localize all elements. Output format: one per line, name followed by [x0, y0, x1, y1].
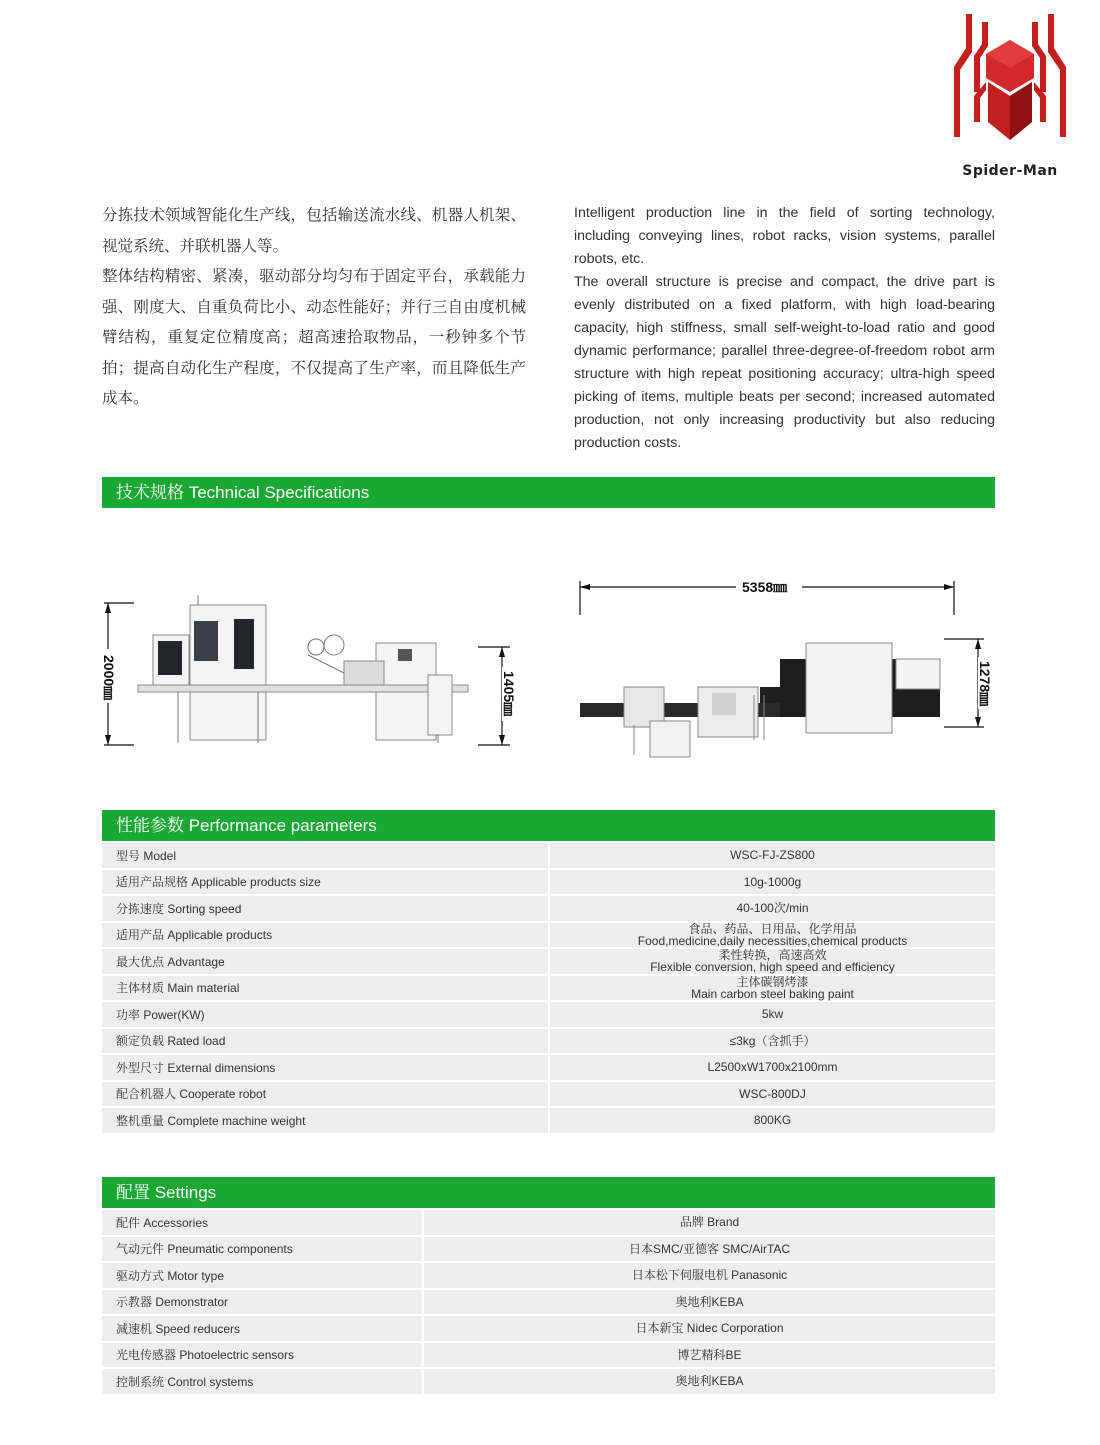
- setting-label: 示教器 Demonstrator: [102, 1290, 422, 1315]
- table-row: [102, 1082, 995, 1107]
- intro-cn-paragraph-1: 分拣技术领域智能化生产线，包括输送流水线、机器人机架、视觉系统、并联机器人等。: [102, 206, 526, 255]
- section-bar-technical-specifications: 技术规格 Technical Specifications: [102, 477, 995, 508]
- param-value-cn: 柔性转换，高速高效: [718, 948, 827, 963]
- param-label: 适用产品规格 Applicable products size: [102, 870, 548, 895]
- table-row: [102, 1029, 995, 1054]
- intro-en-paragraph-1: Intelligent production line in the field of sorting technology, including conveying lines, robot racks, vision systems, parallel robots, etc.: [574, 205, 995, 267]
- dim-front-conveyor: 1405㎜: [501, 671, 517, 717]
- performance-table: [102, 841, 995, 1135]
- table-row: [102, 1108, 995, 1133]
- setting-value: 日本新宝 Nidec Corporation: [422, 1316, 995, 1341]
- param-label: 功率 Power(KW): [102, 1002, 548, 1027]
- section-bar-settings: 配置 Settings: [102, 1177, 995, 1208]
- setting-value: 奥地利KEBA: [422, 1290, 995, 1315]
- table-row: [102, 1237, 995, 1262]
- top-view-drawing: [574, 575, 999, 765]
- table-row: [102, 843, 995, 868]
- setting-label: 光电传感器 Photoelectric sensors: [102, 1343, 422, 1368]
- param-label: 主体材质 Main material: [102, 976, 548, 1001]
- param-value-en: Main carbon steel baking paint: [691, 986, 854, 1001]
- param-value-en: Food,medicine,daily necessities,chemical products: [637, 933, 908, 948]
- param-label: 适用产品 Applicable products: [102, 923, 548, 948]
- table-row: [102, 1002, 995, 1027]
- dim-top-width: 1278㎜: [977, 661, 993, 707]
- dim-front-height: 2000㎜: [101, 655, 117, 701]
- table-row: [102, 1263, 995, 1288]
- table-row: [102, 1290, 995, 1315]
- param-label: 型号 Model: [102, 843, 548, 868]
- param-value: [548, 949, 995, 974]
- param-value: 800KG: [548, 1108, 995, 1133]
- param-value: L2500xW1700x2100mm: [548, 1055, 995, 1080]
- param-value: 40-100次/min: [548, 896, 995, 921]
- intro-en-paragraph-2: The overall structure is precise and compact, the drive part is evenly distributed on a fixed platform, with high load-bearing capacity, high stiffness, small self-weight-to-load ratio and good dynamic performance; parallel three-degree-of-freedom robot arm structure with high repeat positioning accuracy; ultra-high speed picking of items, multiple beats per second; increased automated production, not only increasing productivity but also reducing production costs.: [574, 274, 995, 451]
- table-row: [102, 1055, 995, 1080]
- setting-value: 日本松下伺服电机 Panasonic: [422, 1263, 995, 1288]
- param-value: [548, 976, 995, 1001]
- settings-table: [102, 1208, 995, 1396]
- intro-chinese: [102, 200, 526, 414]
- front-view-drawing: [98, 585, 528, 755]
- param-value: 10g-1000g: [548, 870, 995, 895]
- setting-value: 日本SMC/亚德客 SMC/AirTAC: [422, 1237, 995, 1262]
- table-row: [102, 949, 995, 974]
- setting-label: 配件 Accessories: [102, 1210, 422, 1235]
- param-label: 分拣速度 Sorting speed: [102, 896, 548, 921]
- table-row: [102, 870, 995, 895]
- setting-label: 驱动方式 Motor type: [102, 1263, 422, 1288]
- table-row: [102, 1316, 995, 1341]
- intro-english: [574, 202, 995, 455]
- param-value: 5kw: [548, 1002, 995, 1027]
- param-value: [548, 923, 995, 948]
- param-label: 整机重量 Complete machine weight: [102, 1108, 548, 1133]
- setting-value: 博艺精科BE: [422, 1343, 995, 1368]
- setting-label: 控制系统 Control systems: [102, 1369, 422, 1394]
- brand-name: Spider-Man: [962, 163, 1058, 179]
- setting-value: 奥地利KEBA: [422, 1369, 995, 1394]
- param-value: WSC-800DJ: [548, 1082, 995, 1107]
- param-value: WSC-FJ-ZS800: [548, 843, 995, 868]
- table-row: [102, 1210, 995, 1235]
- param-value-cn: 食品、药品、日用品、化学用品: [688, 921, 857, 936]
- param-label: 额定负载 Rated load: [102, 1029, 548, 1054]
- param-label: 外型尺寸 External dimensions: [102, 1055, 548, 1080]
- table-row: [102, 1369, 995, 1394]
- param-label: 最大优点 Advantage: [102, 949, 548, 974]
- dim-top-length: 5358㎜: [742, 579, 788, 595]
- param-label: 配合机器人 Cooperate robot: [102, 1082, 548, 1107]
- intro-cn-paragraph-2: 整体结构精密、紧凑，驱动部分均匀布于固定平台，承载能力强、刚度大、自重负荷比小、动态性能好；并行三自由度机械臂结构，重复定位精度高；超高速拾取物品，一秒钟多个节拍；提高自动化生产程度，不仅提高了生产率，而且降低生产成本。: [102, 267, 526, 407]
- param-value-en: Flexible conversion, high speed and efficiency: [650, 960, 895, 975]
- param-value: ≤3kg（含抓手）: [548, 1029, 995, 1054]
- param-value-cn: 主体碳钢烤漆: [736, 974, 809, 989]
- table-row: [102, 923, 995, 948]
- table-row: [102, 976, 995, 1001]
- section-bar-performance-parameters: 性能参数 Performance parameters: [102, 810, 995, 841]
- setting-label: 气动元件 Pneumatic components: [102, 1237, 422, 1262]
- table-row: [102, 1343, 995, 1368]
- table-row: [102, 896, 995, 921]
- spider-man-logo: [952, 12, 1068, 152]
- setting-value: 品牌 Brand: [422, 1210, 995, 1235]
- setting-label: 减速机 Speed reducers: [102, 1316, 422, 1341]
